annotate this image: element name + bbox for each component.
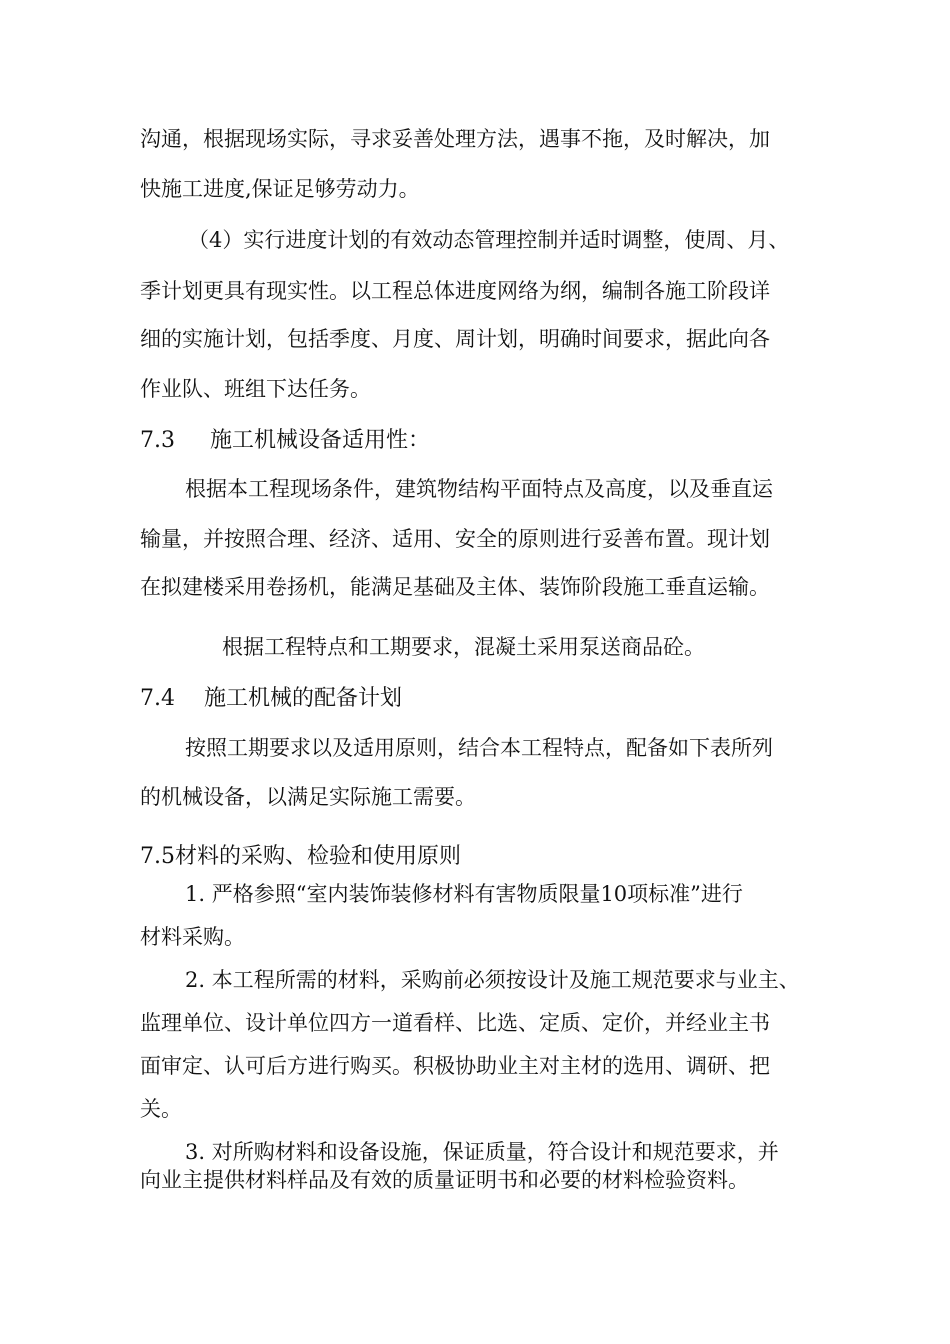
paragraph-line: 的机械设备，以满足实际施工需要。 bbox=[140, 785, 476, 809]
list-item-line: 3. 对所购材料和设备设施，保证质量，符合设计和规范要求，并 bbox=[185, 1140, 779, 1164]
list-item-line: 关。 bbox=[140, 1097, 182, 1121]
paragraph-line: 细的实施计划，包括季度、月度、周计划，明确时间要求，据此向各 bbox=[140, 327, 770, 351]
paragraph-line: 作业队、班组下达任务。 bbox=[140, 377, 371, 401]
section-heading-7-4 bbox=[140, 684, 402, 714]
list-item-line: 监理单位、设计单位四方一道看样、比选、定质、定价，并经业主书 bbox=[140, 1011, 770, 1035]
section-title: 施工机械的配备计划 bbox=[204, 686, 403, 711]
paragraph-line: 按照工期要求以及适用原则，结合本工程特点，配备如下表所列 bbox=[185, 736, 773, 760]
paragraph-line: 沟通，根据现场实际，寻求妥善处理方法，遇事不拖，及时解决，加 bbox=[140, 127, 770, 151]
section-number: 7.4 bbox=[140, 686, 175, 711]
paragraph-line: 根据工程特点和工期要求，混凝土采用泵送商品砼。 bbox=[222, 635, 705, 659]
list-item-line: 向业主提供材料样品及有效的质量证明书和必要的材料检验资料。 bbox=[140, 1168, 749, 1192]
section-title: 施工机械设备适用性： bbox=[210, 428, 431, 453]
list-item-line: 面审定、认可后方进行购买。积极协助业主对主材的选用、调研、把 bbox=[140, 1054, 770, 1078]
list-item-line: 2. 本工程所需的材料，采购前必须按设计及施工规范要求与业主、 bbox=[185, 968, 800, 992]
section-heading-7-3 bbox=[140, 426, 430, 456]
list-item-line: 材料采购。 bbox=[140, 925, 245, 949]
paragraph-line: 根据本工程现场条件，建筑物结构平面特点及高度，以及垂直运 bbox=[185, 477, 773, 501]
section-heading-7-5: 7.5材料的采购、检验和使用原则 bbox=[140, 844, 461, 869]
paragraph-line: （4）实行进度计划的有效动态管理控制并适时调整，使周、月、 bbox=[188, 228, 790, 252]
section-number: 7.3 bbox=[140, 428, 175, 453]
list-item-line: 1. 严格参照“室内装饰装修材料有害物质限量10项标准”进行 bbox=[185, 882, 743, 906]
paragraph-line: 快施工进度,保证足够劳动力。 bbox=[140, 177, 420, 201]
paragraph-line: 在拟建楼采用卷扬机，能满足基础及主体、装饰阶段施工垂直运输。 bbox=[140, 575, 770, 599]
paragraph-line: 输量，并按照合理、经济、适用、安全的原则进行妥善布置。现计划 bbox=[140, 527, 770, 551]
paragraph-line: 季计划更具有现实性。以工程总体进度网络为纲，编制各施工阶段详 bbox=[140, 279, 770, 303]
